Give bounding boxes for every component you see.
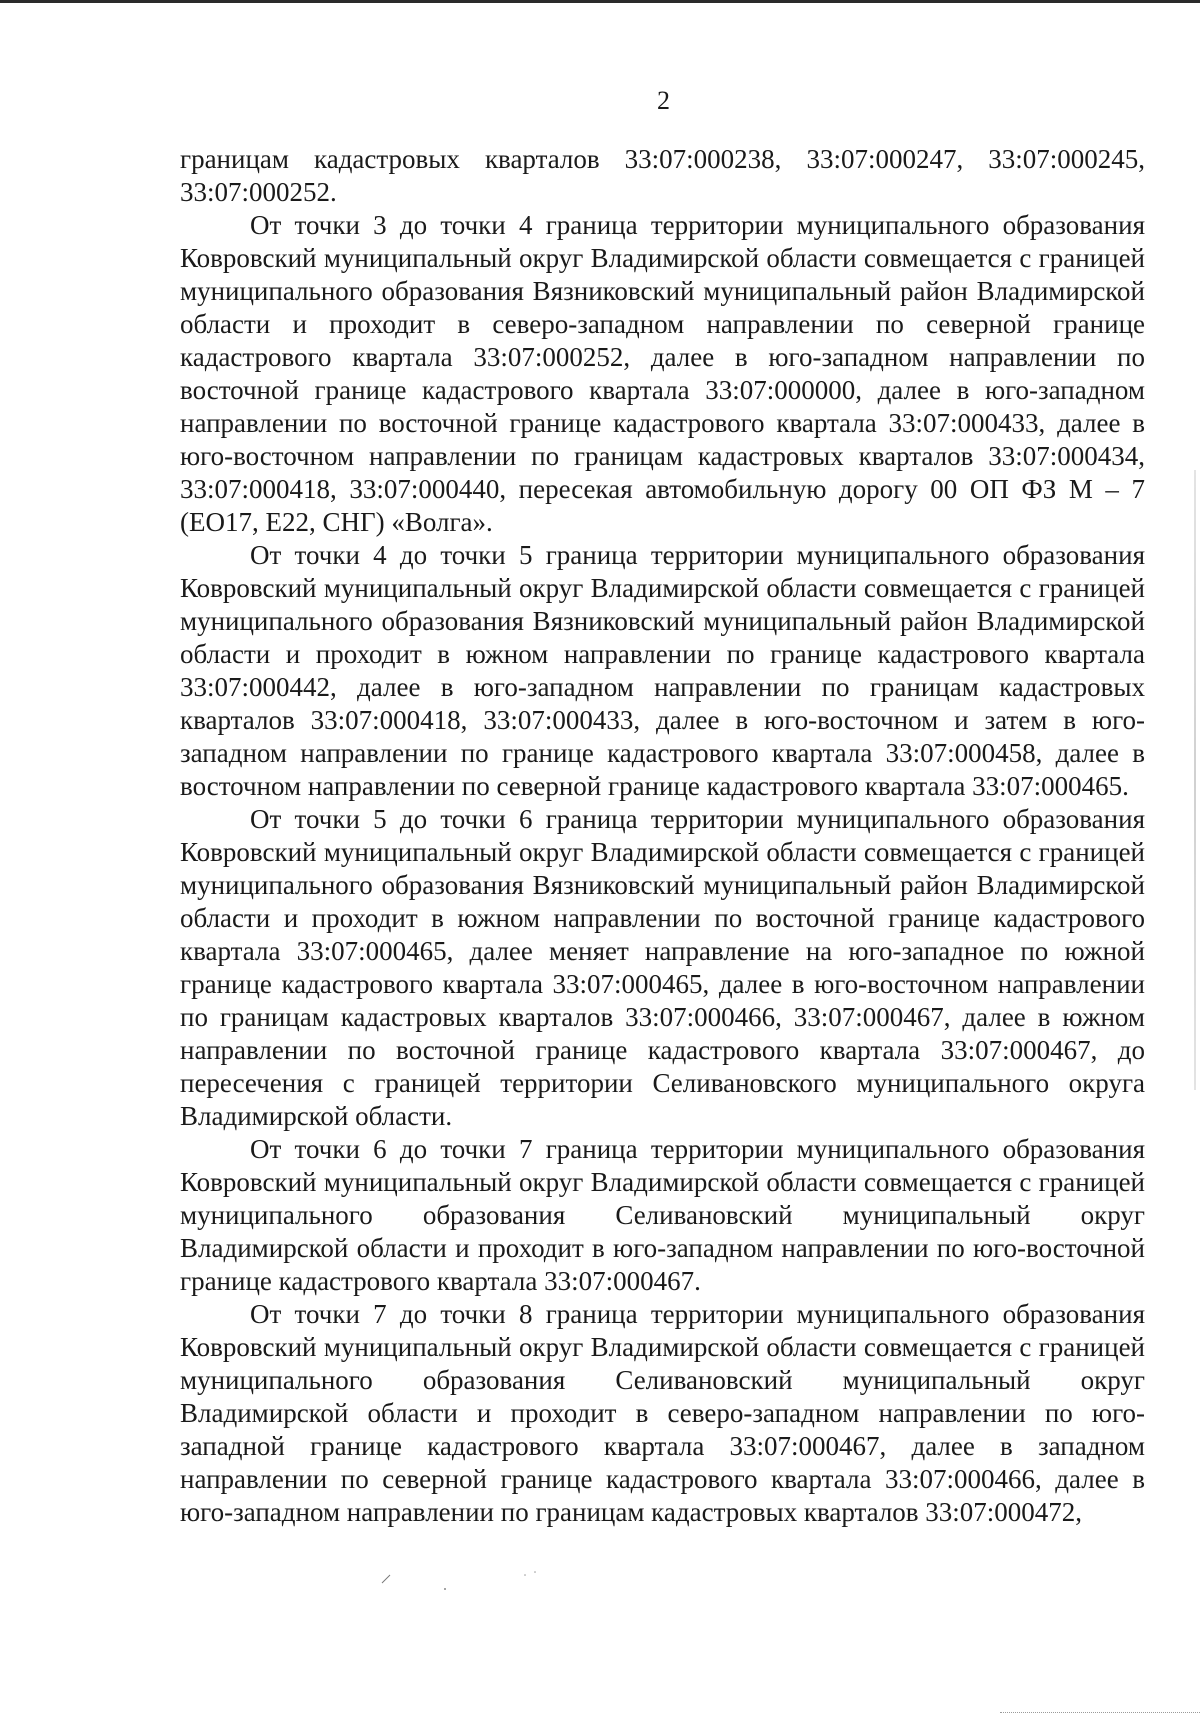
paragraph-point-6-7: От точки 6 до точки 7 граница территории муниципального образования Ковровский муниципальный округ Владимирской области совмещается с границей муниципального образования Селивановский муниципальный округ Владимирской области и проходит в юго-западном направлении по юго-восточной границе кадастрового квартала 33:07:000467. [180,1134,1145,1296]
paragraph-point-4-5: От точки 4 до точки 5 граница территории муниципального образования Ковровский муниципальный округ Владимирской области совмещается с границей муниципального образования Вязниковский муниципальный район Владимирской области и проходит в южном направлении по границе кадастрового квартала 33:07:000442, далее в юго-западном направлении по границам кадастровых кварталов 33:07:000418, 33:07:000433, далее в юго-восточном и затем в юго-западном направлении по границе кадастрового квартала 33:07:000458, далее в восточном направлении по северной границе кадастрового квартала 33:07:000465. [180,540,1145,801]
paragraph-continuation: границам кадастровых кварталов 33:07:000238, 33:07:000247, 33:07:000245, 33:07:000252. [180,144,1145,207]
scan-right-shadow [1194,470,1196,1090]
scan-top-edge [0,0,1200,3]
scan-specks [370,1565,570,1595]
document-body [180,143,1145,1529]
scan-bottom-mark [1000,1712,1200,1713]
page-number: 2 [657,86,670,115]
paragraph-point-7-8: От точки 7 до точки 8 граница территории муниципального образования Ковровский муниципальный округ Владимирской области совмещается с границей муниципального образования Селивановский муниципальный округ Владимирской области и проходит в северо-западном направлении по юго-западной границе кадастрового квартала 33:07:000467, далее в западном направлении по северной границе кадастрового квартала 33:07:000466, далее в юго-западном направлении по границам кадастровых кварталов 33:07:000472, [180,1299,1145,1527]
paragraph-point-5-6: От точки 5 до точки 6 граница территории муниципального образования Ковровский муниципальный округ Владимирской области совмещается с границей муниципального образования Вязниковский муниципальный район Владимирской области и проходит в южном направлении по восточной границе кадастрового квартала 33:07:000465, далее меняет направление на юго-западное по южной границе кадастрового квартала 33:07:000465, далее в юго-восточном направлении по границам кадастровых кварталов 33:07:000466, 33:07:000467, далее в южном направлении по восточной границе кадастрового квартала 33:07:000467, до пересечения с границей территории Селивановского муниципального округа Владимирской области. [180,804,1145,1131]
paragraph-point-3-4: От точки 3 до точки 4 граница территории муниципального образования Ковровский муниципальный округ Владимирской области совмещается с границей муниципального образования Вязниковский муниципальный район Владимирской области и проходит в северо-западном направлении по северной границе кадастрового квартала 33:07:000252, далее в юго-западном направлении по восточной границе кадастрового квартала 33:07:000000, далее в юго-западном направлении по восточной границе кадастрового квартала 33:07:000433, далее в юго-восточном направлении по границам кадастровых кварталов 33:07:000434, 33:07:000418, 33:07:000440, пересекая автомобильную дорогу 00 ОП ФЗ М – 7 (ЕО17, Е22, СНГ) «Волга». [180,210,1145,537]
